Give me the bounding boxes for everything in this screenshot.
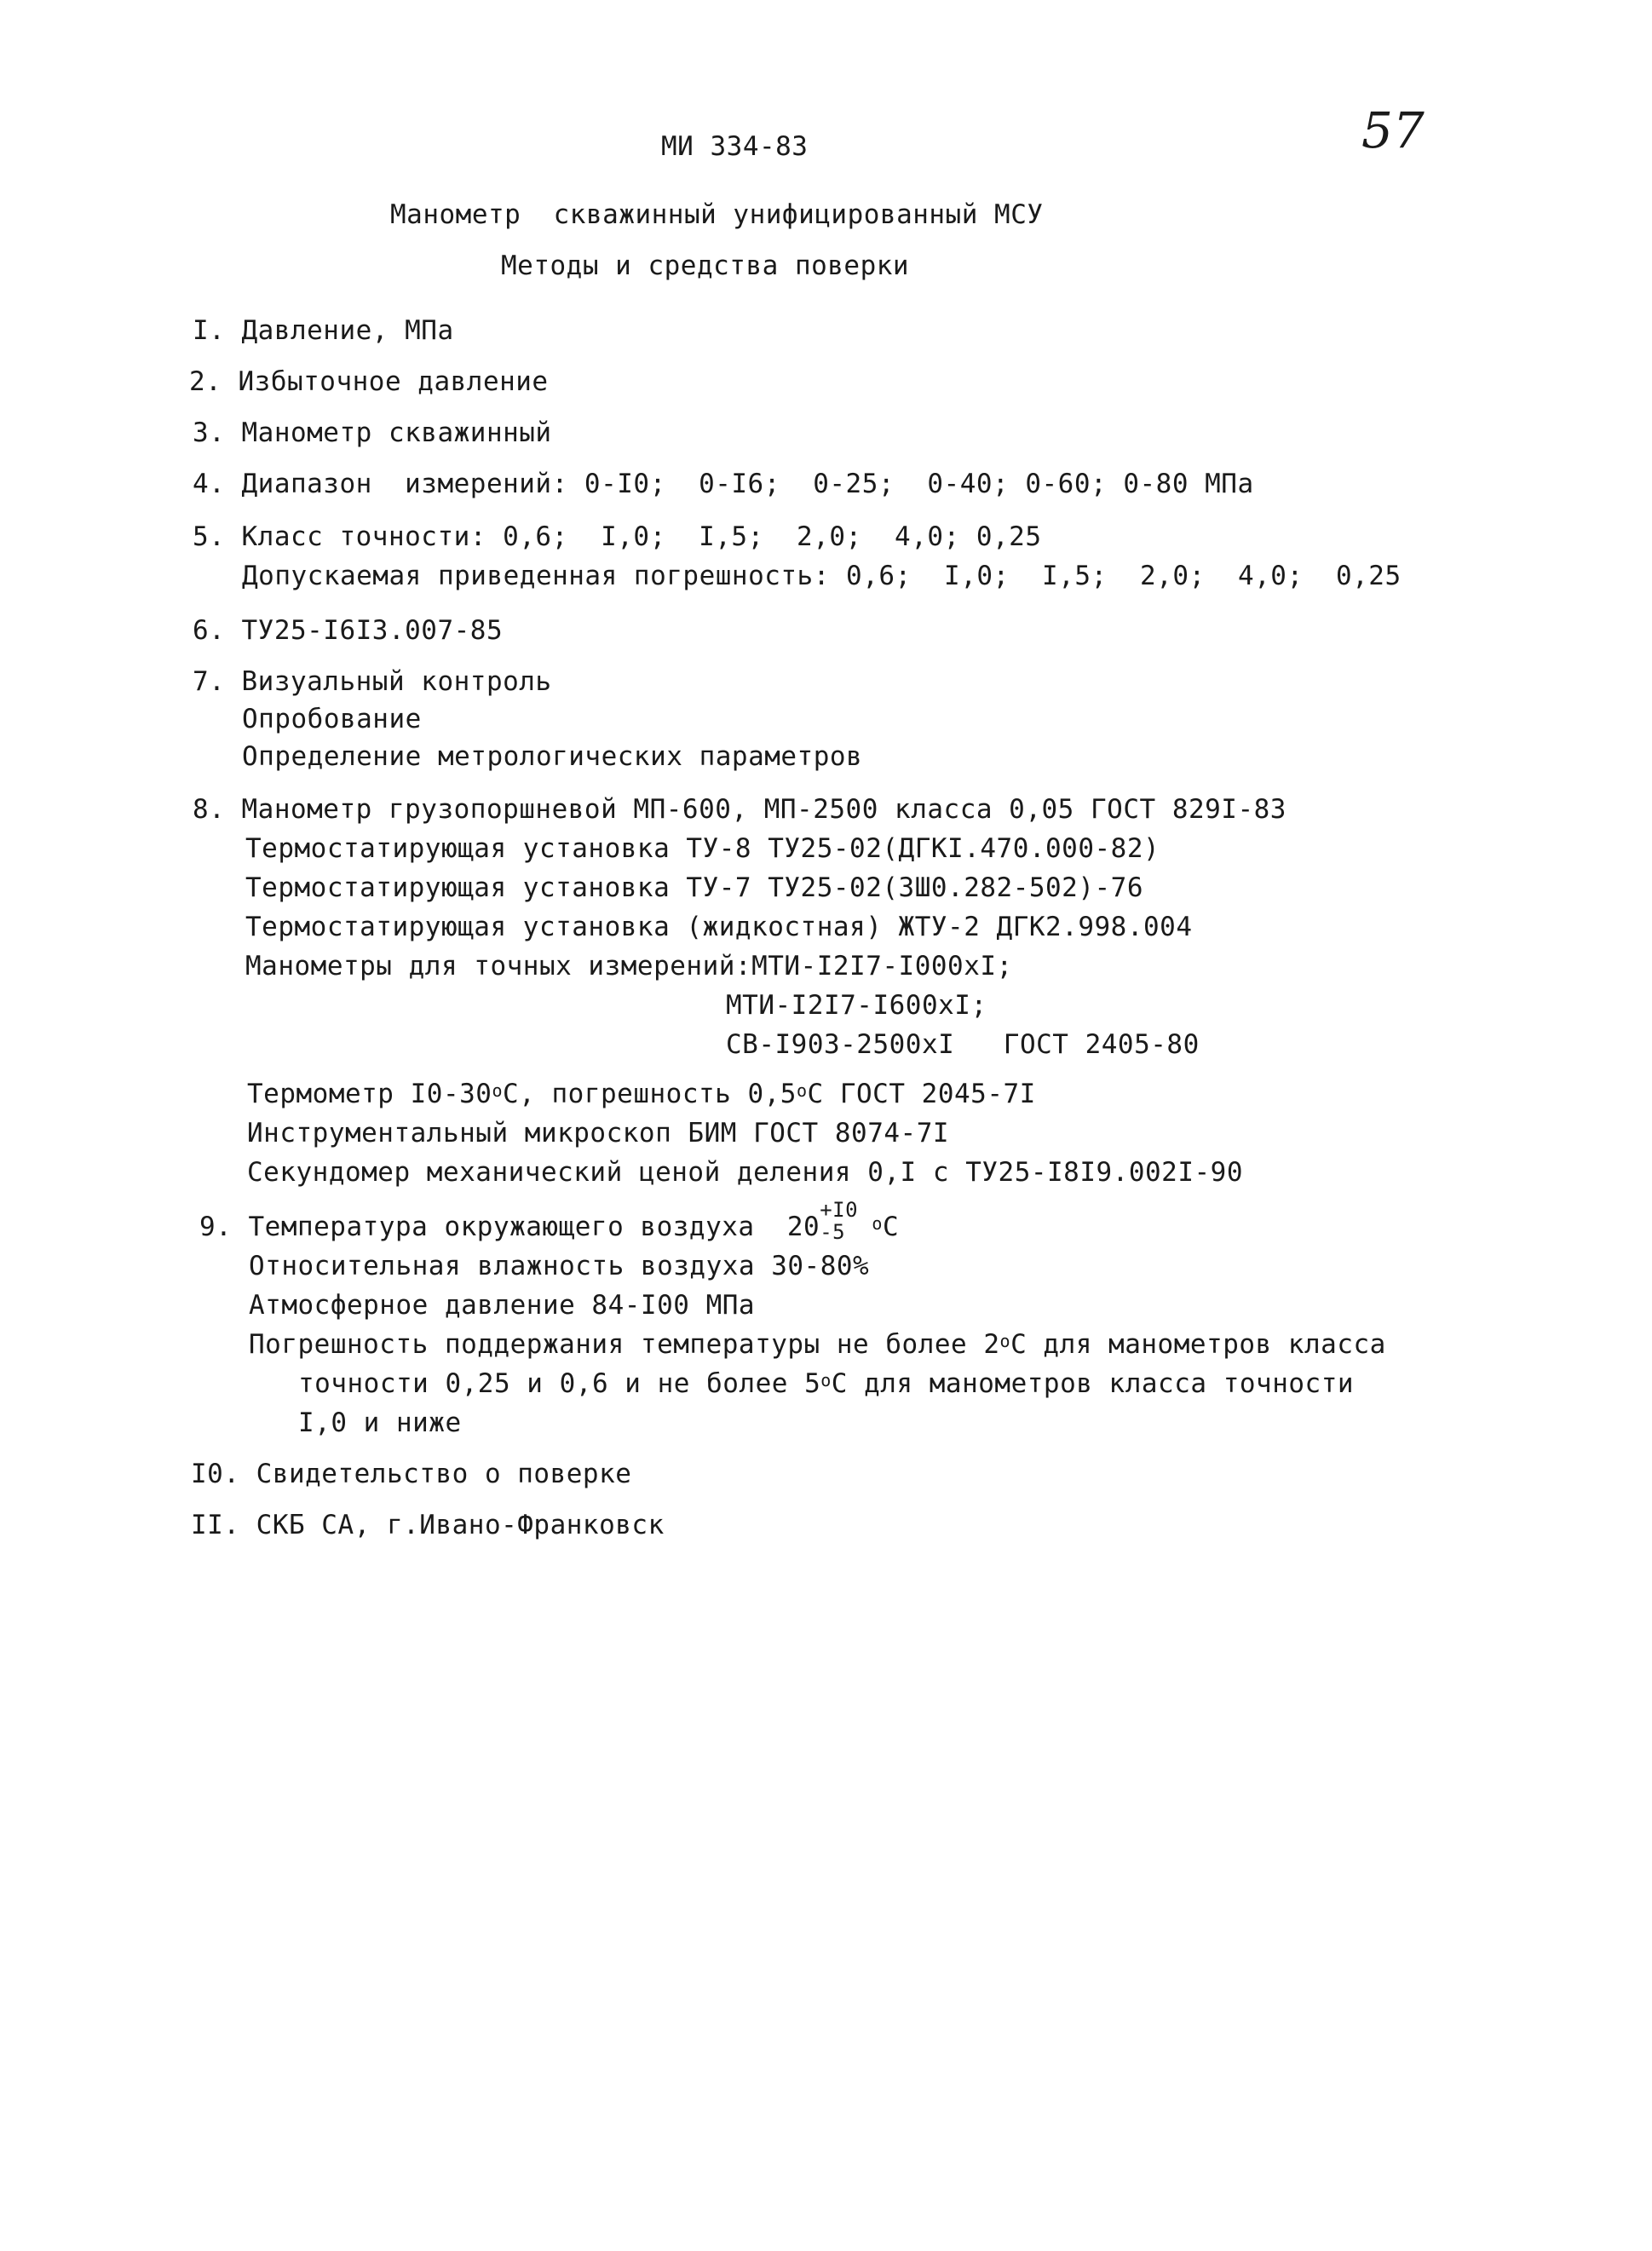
list-item-8-thermometer: Термометр $I0-30^оС$, погрешность $0,5^оС$ ГОСТ 2045-7I	[247, 1079, 1036, 1109]
list-item-9-pressure: Атмосферное давление 84-I00 МПа	[249, 1290, 756, 1321]
document-title: Манометр скважинный унифицированный МСУ	[390, 199, 1044, 230]
list-item-5-error: Допускаемая приведенная погрешность: 0,6; I,0; I,5; 2,0; 4,0; 0,25	[242, 561, 1402, 591]
list-item-2: 2. Избыточное давление	[189, 366, 549, 397]
list-item-8-stopwatch: Секундомер механический ценой деления 0,I с ТУ25-I8I9.002I-90	[247, 1157, 1243, 1188]
list-item-8-microscope: Инструментальный микроскоп БИМ ГОСТ 8074-7I	[247, 1118, 950, 1149]
list-item-7-metrology: Определение метрологических параметров	[242, 741, 863, 772]
list-item-7-testing: Опробование	[242, 704, 422, 734]
page-number: 57	[1361, 101, 1425, 159]
list-item-9-temp-error-end: I,0 и ниже	[298, 1408, 462, 1438]
list-item-9: 9. Температура окружающего воздуха 20 +I0 -5 $^о$С	[199, 1198, 900, 1244]
document-code: МИ 334-83	[661, 131, 809, 162]
list-item-5: 5. Класс точности: 0,6; I,0; I,5; 2,0; 4,0; 0,25	[193, 521, 1042, 552]
list-item-8-jtu2: Термостатирующая установка (жидкостная) ЖТУ-2 ДГК2.998.004	[245, 912, 1193, 942]
list-item-7: 7. Визуальный контроль	[193, 666, 552, 697]
list-item-9-temp-error: Погрешность поддержания температуры не более $2^оС$ для манометров класса	[249, 1329, 1386, 1360]
list-item-3: 3. Манометр скважинный	[193, 417, 552, 448]
list-item-8-mti1600: МТИ-I2I7-I600xI;	[726, 990, 987, 1021]
list-item-8: 8. Манометр грузопоршневой МП-600, МП-2500 класса 0,05 ГОСТ 829I-83	[193, 794, 1286, 825]
list-item-8-manometers: Манометры для точных измерений:МТИ-I2I7-I000xI;	[245, 951, 1013, 982]
list-item-1: I. Давление, МПа	[193, 315, 454, 346]
list-item-8-sv: СВ-I903-2500xI ГОСТ 2405-80	[726, 1029, 1200, 1060]
list-item-8-tu8: Термостатирующая установка ТУ-8 ТУ25-02(ДГКI.470.000-82)	[245, 833, 1160, 864]
list-item-10: I0. Свидетельство о поверке	[191, 1459, 632, 1489]
document-subtitle: Методы и средства поверки	[501, 250, 910, 281]
list-item-11: II. СКБ СА, г.Ивано-Франковск	[191, 1510, 665, 1540]
list-item-9-temp-error-cont: точности 0,25 и 0,6 и не более $5^оС$ для манометров класса точности	[298, 1368, 1355, 1399]
list-item-6: 6. ТУ25-I6I3.007-85	[193, 615, 504, 646]
list-item-4: 4. Диапазон измерений: 0-I0; 0-I6; 0-25; 0-40; 0-60; 0-80 МПа	[193, 469, 1254, 499]
list-item-9-humidity: Относительная влажность воздуха 30-80%	[249, 1251, 870, 1281]
list-item-8-tu7: Термостатирующая установка ТУ-7 ТУ25-02(ЗШ0.282-502)-76	[245, 872, 1143, 903]
